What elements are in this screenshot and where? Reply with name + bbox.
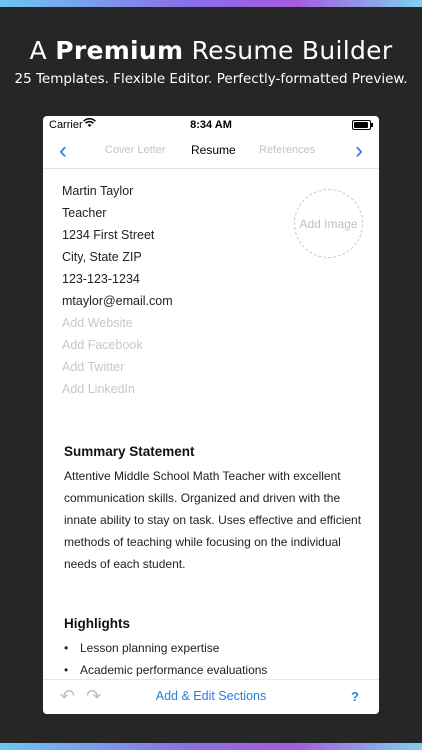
help-button[interactable]: ? [351,689,359,704]
tab-cover-letter[interactable]: Cover Letter [105,144,166,156]
chevron-left-icon[interactable]: ‹ [59,137,67,164]
summary-title: Summary Statement [64,444,195,459]
tab-references[interactable]: References [259,144,316,156]
twitter-field[interactable]: Add Twitter [62,360,125,374]
list-item[interactable]: • Lesson planning expertise [64,637,364,659]
add-edit-sections-button[interactable]: Add & Edit Sections [155,689,267,703]
add-image-button[interactable]: Add Image [294,189,363,258]
highlights-title: Highlights [64,616,130,631]
highlights-section [64,616,364,681]
email-field[interactable]: mtaylor@email.com [62,294,173,308]
carrier-label: Carrier [49,119,83,131]
highlights-list [64,637,364,681]
bottom-toolbar [43,679,379,714]
bottom-gradient-bar [0,743,422,750]
summary-body[interactable]: Attentive Middle School Math Teacher with excellent communication skills. Organized and driven with the innate ability to stay on task. Uses effective and efficient methods of teaching while focusing on the individual needs of each student. [64,469,362,571]
city-field[interactable]: City, State ZIP [62,250,142,264]
website-field[interactable]: Add Website [62,316,133,330]
summary-section [64,444,364,575]
name-field[interactable]: Martin Taylor [62,184,134,198]
status-time: 8:34 AM [190,119,232,131]
status-bar [43,116,379,134]
chevron-right-icon[interactable]: › [355,137,363,164]
street-field[interactable]: 1234 First Street [62,228,155,242]
battery-icon [352,120,371,130]
tab-navigation [43,136,379,169]
phone-screen [43,116,379,714]
list-item[interactable]: • Academic performance evaluations [64,659,364,681]
facebook-field[interactable]: Add Facebook [62,338,143,352]
phone-field[interactable]: 123-123-1234 [62,272,140,286]
promo-headline: A Premium Resume Builder [29,36,393,65]
top-gradient-bar [0,0,422,7]
contact-block [62,183,173,403]
redo-icon[interactable]: ↷ [86,686,102,706]
promo-subhead: 25 Templates. Flexible Editor. Perfectly-formatted Preview. [14,71,408,87]
undo-icon[interactable]: ↶ [60,686,76,706]
tab-resume[interactable]: Resume [191,143,236,157]
linkedin-field[interactable]: Add LinkedIn [62,382,135,396]
job-title-field[interactable]: Teacher [62,206,107,220]
